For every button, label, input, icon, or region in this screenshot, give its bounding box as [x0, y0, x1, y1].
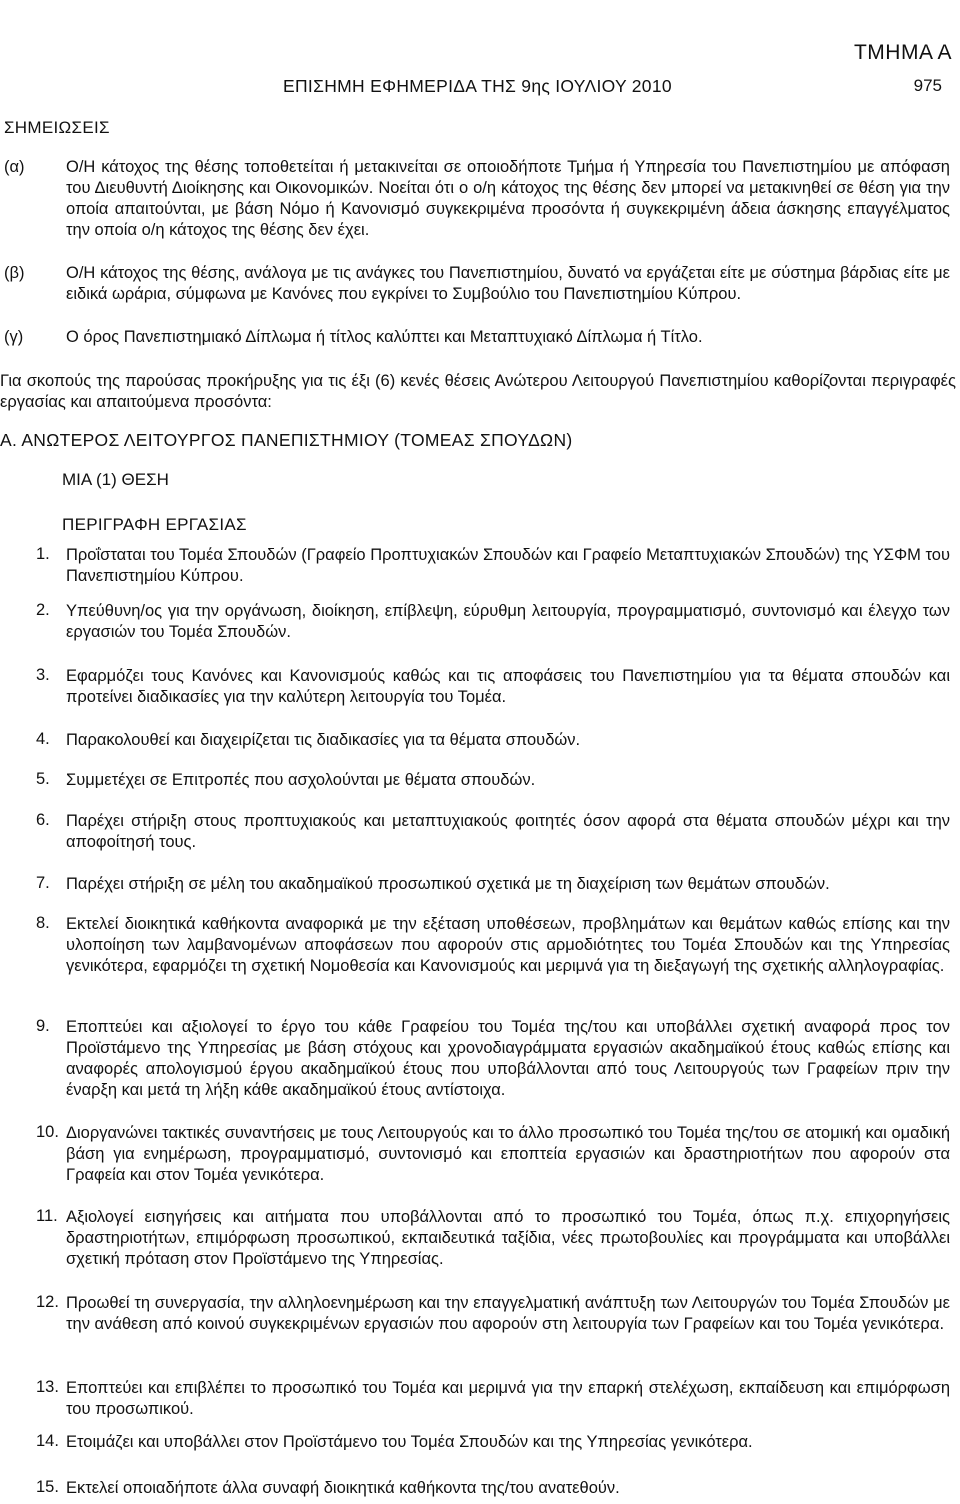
notes-heading: ΣΗΜΕΙΩΣΕΙΣ: [4, 118, 110, 137]
duty-text: Εποπτεύει και αξιολογεί το έργο του κάθε Γραφείου του Τομέα της/του και υποβάλλει σχετική αναφορά προς τον Προϊστάμενο της Υπηρεσίας με βάση στόχους και χρονοδιαγράμματα εργασιών ακαδημαϊκού έτους καθώς επίσης και αναφορές απολογισμού έργου ακαδημαϊκού έτους που υποβάλλονται από τους Λειτουργούς των Γραφείων πριν την έναρξη και μετά τη λήξη κάθε ακαδημαϊκού έτους αντίστοιχα.: [66, 1018, 950, 1099]
section-label: ΤΜΗΜΑ Α: [853, 41, 952, 64]
duty-number: 9.: [36, 1017, 50, 1035]
note-marker: (α): [4, 158, 25, 176]
duty-number: 11.: [36, 1207, 58, 1225]
duty-text: Εκτελεί οποιαδήποτε άλλα συναφή διοικητικά καθήκοντα της/του ανατεθούν.: [66, 1479, 620, 1497]
note-text: Ο όρος Πανεπιστημιακό Δίπλωμα ή τίτλος καλύπτει και Μεταπτυχιακό Δίπλωμα ή Τίτλο.: [66, 328, 703, 346]
duty-text: Παρέχει στήριξη σε μέλη του ακαδημαϊκού προσωπικού σχετικά με τη διαχείριση των θεμάτων σπουδών.: [66, 875, 830, 893]
note-text: Ο/Η κάτοχος της θέσης, ανάλογα με τις ανάγκες του Πανεπιστημίου, δυνατό να εργάζεται είτε με σύστημα βάρδιας είτε με ειδικά ωράρια, σύμφωνα με Κανόνες που εγκρίνει το Συμβούλιο του Πανεπιστημίου Κύπρου.: [66, 264, 950, 303]
duty-text: Εκτελεί διοικητικά καθήκοντα αναφορικά με την εξέταση υποθέσεων, προβλημάτων και θεμάτων καθώς επίσης και την υλοποίηση των λαμβανομένων αποφάσεων που αφορούν στις αρμοδιότητες του Τομέα Σπουδών και της Υπηρεσίας γενικότερα, εφαρμόζει τη σχετική Νομοθεσία και Κανονισμούς και μεριμνά για τη διεξαγωγή της σχετικής αλληλογραφίας.: [66, 915, 950, 975]
duty-text: Αξιολογεί εισηγήσεις και αιτήματα που υποβάλλονται από το προσωπικό του Τομέα, όπως π.χ. επιχορηγήσεις δραστηριοτήτων, επιμόρφωση προσωπικού, εκπαιδευτικά ταξίδια, νέες πρωτοβουλίες και προγράμματα και υποβάλλει σχετική πρόταση στον Προϊστάμενο της Υπηρεσίας.: [66, 1208, 950, 1268]
duty-number: 5.: [36, 770, 50, 788]
section-a-heading: Α. ΑΝΩΤΕΡΟΣ ΛΕΙΤΟΥΡΓΟΣ ΠΑΝΕΠΙΣΤΗΜΙΟΥ (ΤΟΜΕΑΣ ΣΠΟΥΔΩΝ): [0, 430, 573, 450]
duty-number: 12.: [36, 1293, 59, 1311]
duty-number: 13.: [36, 1378, 59, 1396]
duty-text: Παρέχει στήριξη στους προπτυχιακούς και μεταπτυχιακούς φοιτητές όσον αφορά στα θέματα σπουδών μέχρι και την αποφοίτησή τους.: [66, 812, 950, 851]
duty-text: Προωθεί τη συνεργασία, την αλληλοενημέρωση και την επαγγελματική ανάπτυξη των Λειτουργών του Τομέα Σπουδών με την ανάθεση από κοινού συγκεκριμένων εργασιών που αφορούν στη λειτουργία των Γραφείων και του Τομέα γενικότερα.: [66, 1294, 950, 1333]
duty-number: 10.: [36, 1123, 59, 1141]
gazette-title: ΕΠΙΣΗΜΗ ΕΦΗΜΕΡΙΔΑ ΤΗΣ 9ης ΙΟΥΛΙΟΥ 2010: [283, 76, 672, 96]
note-text: Ο/Η κάτοχος της θέσης τοποθετείται ή μετακινείται σε οποιοδήποτε Τμήμα ή Υπηρεσία του Πανεπιστημίου με απόφαση του Διευθυντή Διοίκησης και Οικονομικών. Νοείται ότι ο ο/η κάτοχος της θέσης δεν μπορεί να μετακινηθεί σε θέση για την οποία απαιτούνται, με βάση Νόμο ή Κανονισμό συγκεκριμένα προσόντα ή συγκεκριμένη άδεια άσκησης επαγγέλματος την οποία ο/η κάτοχος της θέσης δεν έχει.: [66, 158, 950, 239]
duty-number: 7.: [36, 874, 50, 892]
duty-number: 2.: [36, 601, 50, 619]
duty-number: 1.: [36, 545, 50, 563]
job-description-heading: ΠΕΡΙΓΡΑΦΗ ΕΡΓΑΣΙΑΣ: [62, 515, 247, 534]
note-marker: (γ): [4, 328, 24, 346]
positions-count: ΜΙΑ (1) ΘΕΣΗ: [62, 470, 169, 489]
duty-number: 4.: [36, 730, 50, 748]
duty-text: Παρακολουθεί και διαχειρίζεται τις διαδικασίες για τα θέματα σπουδών.: [66, 731, 581, 749]
duty-number: 14.: [36, 1432, 59, 1450]
duty-text: Ετοιμάζει και υποβάλλει στον Προϊστάμενο του Τομέα Σπουδών και της Υπηρεσίας γενικότερα.: [66, 1433, 753, 1451]
duty-text: Εφαρμόζει τους Κανόνες και Κανονισμούς καθώς και τις αποφάσεις του Πανεπιστημίου για τα θέματα σπουδών και προτείνει διαδικασίες για την καλύτερη λειτουργία του Τομέα.: [66, 667, 950, 706]
duty-number: 6.: [36, 811, 50, 829]
note-marker: (β): [4, 264, 25, 282]
duty-text: Διοργανώνει τακτικές συναντήσεις με τους Λειτουργούς και το άλλο προσωπικό του Τομέα της/του σε ατομική και ομαδική βάση για ενημέρωση, προγραμματισμό, συντονισμό και εποπτεία εργασιών και δραστηριοτήτων που αφορούν στα Γραφεία και στον Τομέα γενικότερα.: [66, 1124, 950, 1184]
duty-number: 3.: [36, 666, 50, 684]
duty-text: Συμμετέχει σε Επιτροπές που ασχολούνται με θέματα σπουδών.: [66, 771, 536, 789]
page-number: 975: [913, 76, 942, 95]
intro-paragraph: Για σκοπούς της παρούσας προκήρυξης για τις έξι (6) κενές θέσεις Ανώτερου Λειτουργού Πανεπιστημίου καθορίζονται περιγραφές εργασίας και απαιτούμενα προσόντα:: [0, 372, 956, 411]
duty-number: 15.: [36, 1478, 59, 1496]
duty-text: Εποπτεύει και επιβλέπει το προσωπικό του Τομέα και μεριμνά για την επαρκή στελέχωση, εκπαίδευση και επιμόρφωση του προσωπικού.: [66, 1379, 950, 1418]
duty-text: Προΐσταται του Τομέα Σπουδών (Γραφείο Προπτυχιακών Σπουδών και Γραφείο Μεταπτυχιακών Σπουδών) της ΥΣΦΜ του Πανεπιστημίου Κύπρου.: [66, 546, 950, 585]
duty-number: 8.: [36, 914, 50, 932]
duty-text: Υπεύθυνη/ος για την οργάνωση, διοίκηση, επίβλεψη, εύρυθμη λειτουργία, προγραμματισμό, συντονισμό και έλεγχο των εργασιών του Τομέα Σπουδών.: [66, 602, 950, 641]
